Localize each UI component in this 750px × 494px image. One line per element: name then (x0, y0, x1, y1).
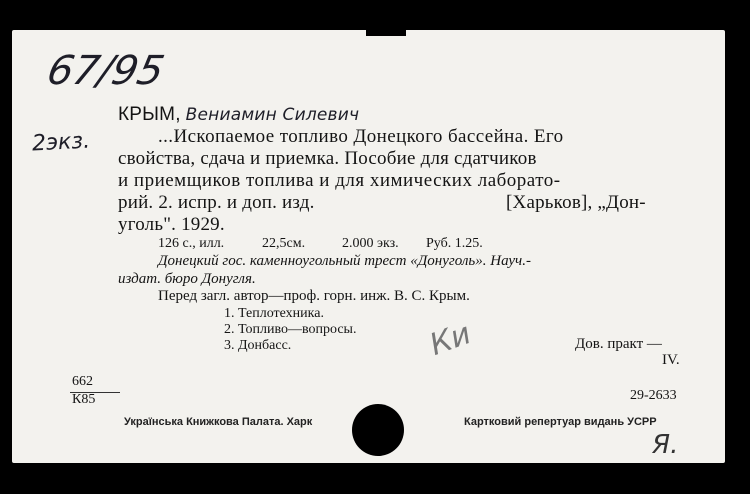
collation-pages: 126 с., илл. (158, 236, 225, 251)
handwritten-scribble: Ки (425, 316, 476, 363)
catalog-number: 67/95 (43, 48, 169, 94)
author-surname: КРЫМ, (118, 104, 181, 125)
imprint-place: [Харьков], „Дон- (506, 192, 646, 213)
dov-prakt: Дов. практ — (575, 336, 662, 352)
signature: Я. (652, 430, 679, 460)
punch-hole (352, 404, 404, 456)
collation-copies: 2.000 экз. (342, 236, 399, 251)
author-name-handwritten: Вениамин Силевич (185, 105, 360, 125)
author-heading (118, 104, 359, 126)
publisher-line-2: издат. бюро Донугля. (118, 271, 256, 287)
catalog-card (12, 30, 725, 463)
collation-size: 22,5см. (262, 236, 306, 251)
title-line-3: и приемщиков топлива и для химических лаборато- (118, 170, 561, 191)
front-note: Перед загл. автор—проф. горн. инж. В. С. Крым. (158, 288, 470, 304)
title-line-2: свойства, сдача и приемка. Пособие для сдатчиков (118, 148, 537, 169)
imprint-year: уголь". 1929. (118, 214, 225, 235)
collation-price: Руб. 1.25. (426, 236, 483, 251)
dov-prakt-roman: IV. (662, 352, 680, 368)
card-notch (366, 30, 406, 36)
title-line-4: рий. 2. испр. и доп. изд. (118, 192, 315, 213)
classification-bottom: К85 (72, 392, 96, 407)
subject-1: 1. Теплотехника. (224, 306, 324, 321)
title-line-1: ...Ископаемое топливо Донецкого бассейна. Его (158, 126, 564, 147)
subject-3: 3. Донбасс. (224, 338, 292, 353)
footer-publisher: Українська Книжкова Палата. Харк (124, 416, 313, 428)
footer-repertoire: Картковий репертуар видань УСРР (464, 416, 657, 428)
publisher-line-1: Донецкий гос. каменноугольный трест «Донуголь». Науч.- (158, 253, 531, 269)
copies-note: 2экз. (31, 128, 91, 157)
classification-top: 662 (72, 374, 93, 389)
subject-2: 2. Топливо—вопросы. (224, 322, 357, 337)
card-number: 29-2633 (630, 388, 677, 403)
